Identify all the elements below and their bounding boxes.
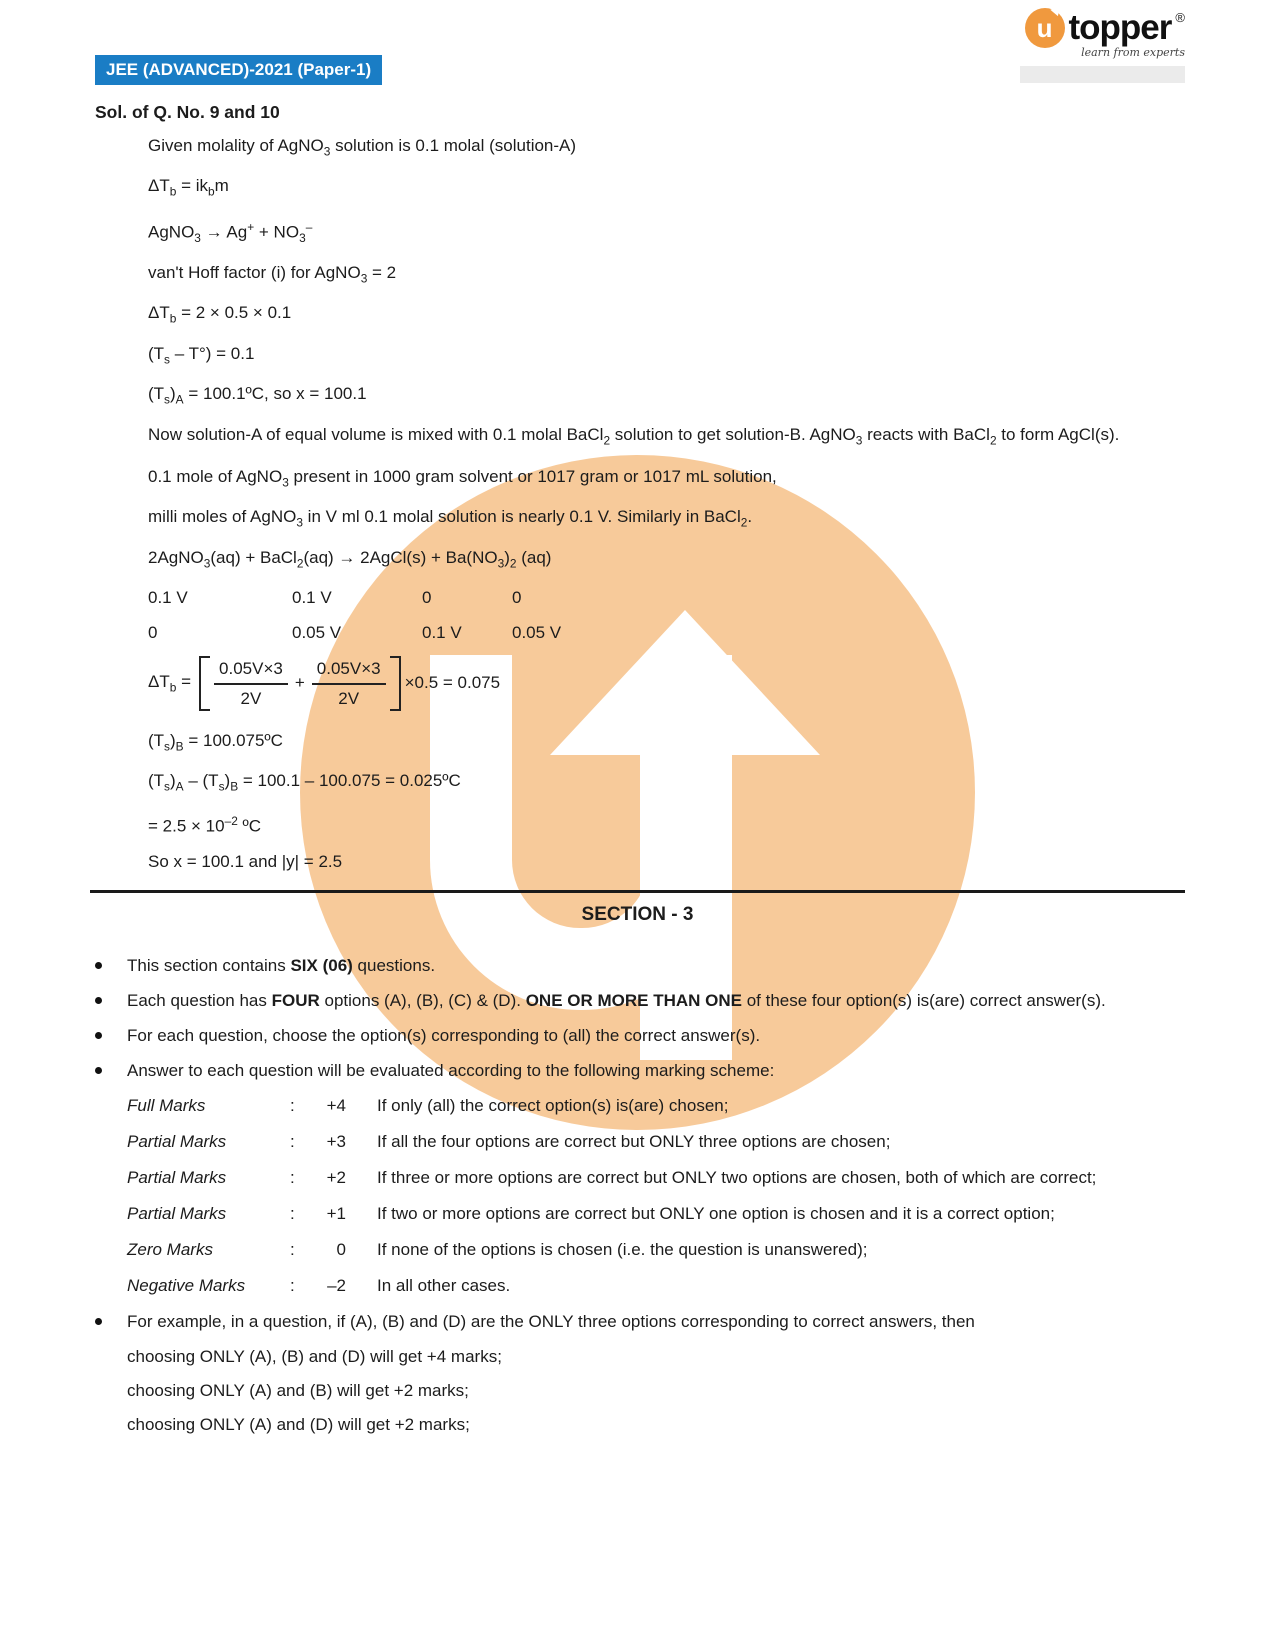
solution-line-ts-diff: $(T_s - T^\circ) = 0.1$ — [148, 343, 255, 366]
solution-line-vanthoff: van't Hoff factor (i) for AgNO$_3$ = 2 — [148, 262, 397, 286]
stoichiometry-row-initial — [148, 586, 1123, 610]
marking-value: +1 — [326, 1203, 346, 1223]
amount-cell: 0.1 V — [148, 587, 188, 607]
instruction-bullet — [95, 988, 1185, 1013]
marking-colon: : — [290, 1167, 295, 1187]
solution-line-ts-difference: $(T_s)_A - (T_s)_B = 100.1 - 100.075$ = 0.025ºC — [148, 770, 461, 794]
marking-label: Negative Marks — [127, 1275, 246, 1295]
example-line: choosing ONLY (A) and (D) will get +2 marks; — [127, 1414, 470, 1434]
marking-scheme-row — [127, 1129, 1185, 1154]
logo-underline-bar — [1020, 66, 1185, 83]
marking-colon: : — [290, 1095, 295, 1115]
amount-cell: 0.1 V — [422, 622, 462, 642]
marking-label: Partial Marks — [127, 1167, 227, 1187]
stoichiometry-row-final — [148, 621, 1123, 645]
solution-line-tsb: $(T_s)_B$ = 100.075ºC — [148, 730, 283, 753]
solution-line-given: Given molality of AgNO$_3$ solution is 0.1 molal (solution-A) — [148, 136, 577, 159]
example-line: choosing ONLY (A) and (B) will get +2 marks; — [127, 1380, 469, 1400]
solution-line-scientific: = $2.5 \times 10^{-2}$ ºC — [148, 814, 262, 836]
marking-scheme-row — [127, 1165, 1185, 1190]
marking-description: If three or more options are correct but ONLY two options are chosen, both of which are correct; — [377, 1167, 1097, 1187]
fraction-2 — [312, 656, 386, 711]
equation-lhs: $\Delta T_b$ = — [148, 672, 192, 695]
example-bullet — [95, 1309, 1185, 1334]
solution-line-tsa: $(T_s)_A$ = 100.1ºC, so x = 100.1 — [148, 384, 367, 407]
plus-sign: + — [294, 673, 305, 693]
amount-cell: 0.05 V — [292, 622, 342, 642]
amount-cell: 0.05 V — [512, 622, 562, 642]
logo-tagline: learn from experts — [1081, 46, 1185, 59]
bullet-dot — [95, 997, 102, 1004]
amount-cell: 0 — [422, 587, 432, 607]
marking-description: If two or more options are correct but ONLY one option is chosen and it is a correct option; — [377, 1203, 1055, 1223]
marking-scheme-row — [127, 1201, 1185, 1226]
instruction-text: For each question, choose the option(s) corresponding to (all) the correct answer(s). — [127, 1025, 761, 1045]
bullet-dot — [95, 1067, 102, 1074]
marking-label: Partial Marks — [127, 1203, 227, 1223]
instruction-bullet — [95, 953, 1185, 978]
page-header — [90, 0, 1185, 100]
marking-value: 0 — [336, 1239, 346, 1259]
solution-line-dtb-value: $\Delta T_b = 2 \times 0.5 \times 0.1$ — [148, 303, 292, 326]
amount-cell: 0.1 V — [292, 587, 332, 607]
instruction-bullet — [95, 1058, 1185, 1083]
left-bracket — [199, 656, 210, 711]
solution-line-dtb: $\Delta T_b = ik_bm$ — [148, 176, 229, 199]
fraction-denominator: 2V — [240, 688, 262, 708]
instruction-text: Each question has FOUR options (A), (B), (C) & (D). ONE OR MORE THAN ONE of these four option(s) is(are) correct answer(s). — [127, 990, 1106, 1010]
marking-scheme-row — [127, 1237, 1185, 1262]
example-line: choosing ONLY (A), (B) and (D) will get +4 marks; — [127, 1346, 502, 1366]
marking-scheme — [127, 1093, 1185, 1298]
marking-description: If only (all) the correct option(s) is(are) chosen; — [377, 1095, 729, 1115]
bullet-dot — [95, 1032, 102, 1039]
marking-colon: : — [290, 1239, 295, 1259]
registered-trademark: ® — [1175, 10, 1185, 25]
fraction-numerator: 0.05V×3 — [312, 656, 386, 685]
marking-colon: : — [290, 1131, 295, 1151]
amount-cell: 0 — [512, 587, 522, 607]
utopper-logo[interactable] — [1025, 8, 1185, 59]
solution-line-mole1: 0.1 mole of AgNO$_3$ present in 1000 gram solvent or 1017 gram or 1017 mL solution, — [148, 466, 777, 490]
marking-value: +2 — [326, 1167, 346, 1187]
marking-value: –2 — [327, 1275, 346, 1295]
marking-scheme-row — [127, 1273, 1185, 1298]
amount-cell: 0 — [148, 622, 158, 642]
marking-value: +4 — [326, 1095, 346, 1115]
marking-description: If all the four options are correct but ONLY three options are chosen; — [377, 1131, 891, 1151]
section-title: SECTION - 3 — [581, 903, 694, 925]
marking-description: In all other cases. — [377, 1275, 511, 1295]
delta-tb-equation — [148, 656, 1123, 711]
section-divider — [90, 890, 1185, 893]
solution-title: Sol. of Q. No. 9 and 10 — [95, 102, 280, 122]
instruction-text: Answer to each question will be evaluated according to the following marking scheme: — [127, 1060, 775, 1080]
fraction-denominator: 2V — [338, 688, 360, 708]
solution-body — [148, 134, 1123, 874]
solution-paragraph-mixing: Now solution-A of equal volume is mixed with 0.1 molal BaCl$_2$ solution to get solution-B. AgNO$_3$ reacts with BaCl$_2$ to form AgCl(s). — [148, 425, 1120, 448]
marking-label: Zero Marks — [127, 1239, 213, 1259]
instruction-text: This section contains SIX (06) questions. — [127, 955, 436, 975]
solution-line-final-answer: So x = 100.1 and |y| = 2.5 — [148, 851, 343, 871]
logo-wordmark: topper — [1068, 8, 1172, 47]
solution-line-reaction: 2AgNO$_3$(aq) + BaCl$_2$(aq) → 2AgCl(s) + $Ba(NO_3)_2$ (aq) — [148, 547, 552, 570]
solution-line-dissociation: AgNO$_3$ → $Ag^+ + NO_3^-$ — [148, 219, 313, 245]
fraction-1 — [214, 656, 288, 711]
marking-colon: : — [290, 1275, 295, 1295]
logo-u-icon — [1025, 8, 1065, 48]
paper-title-badge: JEE (ADVANCED)-2021 (Paper-1) — [95, 55, 382, 85]
marking-label: Partial Marks — [127, 1131, 227, 1151]
marking-scheme-row — [127, 1093, 1185, 1118]
logo-row — [1025, 8, 1185, 48]
bullet-dot — [95, 962, 102, 969]
instruction-bullet — [95, 1023, 1185, 1048]
logo-u-letter: u — [1036, 13, 1053, 43]
example-intro-text: For example, in a question, if (A), (B) and (D) are the ONLY three options corresponding to correct answers, then — [127, 1311, 975, 1331]
solution-line-mole2: milli moles of AgNO$_3$ in V ml 0.1 molal solution is nearly 0.1 V. Similarly in BaCl$_2$. — [148, 507, 753, 530]
marking-colon: : — [290, 1203, 295, 1223]
marking-value: +3 — [326, 1131, 346, 1151]
marking-description: If none of the options is chosen (i.e. the question is unanswered); — [377, 1239, 868, 1259]
equation-rhs: ×0.5 = 0.075 — [404, 673, 501, 693]
fraction-numerator: 0.05V×3 — [214, 656, 288, 685]
marking-label: Full Marks — [127, 1095, 206, 1115]
bullet-dot — [95, 1318, 102, 1325]
right-bracket — [390, 656, 401, 711]
